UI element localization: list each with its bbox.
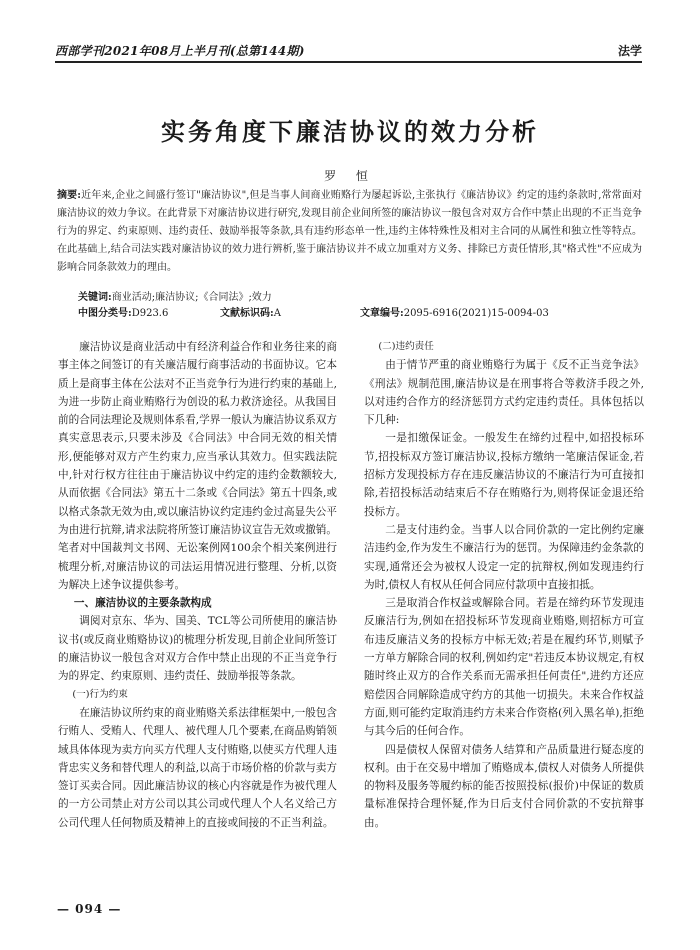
keywords-text: 商业活动;廉洁协议;《合同法》;效力 xyxy=(111,292,272,303)
paragraph: 由于情节严重的商业贿赂行为属于《反不正当竞争法》《刑法》规制范围,廉洁协议是在刑事将合等救济手段之外,以对违约合作方的经济惩罚方式约定违约责任。具体包括以下几种: xyxy=(364,359,644,427)
paragraph: 四是债权人保留对债务人结算和产品质量进行疑态度的权利。由于在交易中增加了贿赂成本,债权人对债务人所提供的物料及服务等履约标的能否按照投标(报价)中保证的数质量标准保持合理怀疑,作为日后支付合同价款的不安抗辩事由。 xyxy=(364,743,644,829)
paragraph: 一是扣缴保证金。一般发生在缔约过程中,如招投标环节,招投标双方签订廉洁协议,投标方缴纳一笔廉洁保证金,若招标方发现投标方存在违反廉洁协议的不廉洁行为可直接扣除,若招投标活动结束后不存在贿赂行为,则将保证金退还给投标方。 xyxy=(364,432,644,518)
abstract-label: 摘要: xyxy=(57,190,82,201)
paragraph: 廉洁协议是商业活动中有经济利益合作和业务往来的商事主体之间签订的有关廉洁履行商事活动的书面协议。它本质上是商事主体在公法对不正当竞争行为进行约束的基础上,为进一步防止商业贿赂行为创设的私力救济途径。从我国目前的合同法理论及规则体系看,学界一般认为廉洁协议系双方真实意思表示,只要未涉及《合同法》中合同无效的相关情形,便能够对双方产生约束力,应当承认其效力。但实践法院中,针对行权方往往由于廉洁协议中约定的违约金数额较大,从而依据《合同法》第五十二条或《合同法》第五十四条,或以格式条款无效为由,或以廉洁协议约定违约金过高显失公平为由进行抗辩,请求法院将所签订廉洁协议宣告无效或撤销。笔者对中国裁判文书网、无讼案例网100余个相关案例进行梳理分析,对廉洁协议的司法运用情况进行整理、分析,以资为解决上述争议提供参考。 xyxy=(58,341,337,591)
doc-code-label: 文献标识码: xyxy=(220,308,274,319)
keywords-label: 关键词: xyxy=(78,292,112,303)
subsection-heading: (二)违约责任 xyxy=(378,341,434,352)
journal-header: 西部学刊2021年08月上半月刊(总第144期) xyxy=(55,44,305,58)
abstract xyxy=(57,187,642,277)
doc-code: A xyxy=(273,308,281,319)
page-header xyxy=(55,40,642,62)
subsection-heading: (一)行为约束 xyxy=(72,688,128,700)
section-label: 法学 xyxy=(617,44,642,58)
right-column xyxy=(364,338,644,832)
article-number: 2095-6916(2021)15-0094-03 xyxy=(403,308,549,319)
paragraph: 调阅对京东、华为、国美、TCL等公司所使用的廉洁协议书(或反商业贿赂协议)的梳理分析发现,目前企业间所签订的廉洁协议一般包含对双方合作中禁止出现的不正当竞争行为的界定、约束原则、违约责任、鼓励举报等条款。 xyxy=(58,615,337,683)
header-rule xyxy=(55,61,642,63)
paragraph: 三是取消合作权益或解除合同。若是在缔约环节发现违反廉洁行为,例如在招投标环节发现商业贿赂,则招标方可宣布违反廉洁义务的投标方中标无效;若是在履约环节,则赋予一方单方解除合同的权利,例如约定"若违反本协议规定,有权随时终止双方的合作关系而无需承担任何责任",进约方还应赔偿因合同解除造成守约方的其他一切损失。未来合作权益方面,则可能约定取消违约方未来合作资格(列入黑名单),拒绝与其今后的任何合作。 xyxy=(364,597,644,738)
page-number: — 094 — xyxy=(57,902,122,916)
article-title: 实务角度下廉洁协议的效力分析 xyxy=(161,117,539,146)
article-number-label: 文章编号: xyxy=(360,308,404,319)
abstract-text: 近年来,企业之间盛行签订"廉洁协议",但是当事人间商业贿赂行为屡起诉讼,主张执行《廉洁协议》约定的违约条款时,常常面对廉洁协议的效力争议。在此背景下对廉洁协议进行研究,发现目前企业间所签的廉洁协议一般包含对双方合作中禁止出现的不正当竞争行为的界定、约束原则、违约责任、鼓励举报等条款,具有违约形态单一性,违约主体特殊性及相对主合同的从属性和独立性等特点。在此基础上,结合司法实践对廉洁协议的效力进行辨析,鉴于廉洁协议并不成立加重对方义务、排除已方责任情形,其"格式性"不应成为影响合同条款效力的理由。 xyxy=(57,190,642,273)
section-heading: 一、廉洁协议的主要条款构成 xyxy=(73,597,212,610)
clc-code: D923.6 xyxy=(131,308,169,319)
left-column xyxy=(58,338,337,832)
article-author: 罗 恒 xyxy=(324,169,376,183)
paragraph: 在廉洁协议所约束的商业贿赂关系法律框架中,一般包含行贿人、受贿人、代理人、被代理人几个要素,在商品购销领域具体体现为卖方向买方代理人支付贿赂,以使买方代理人违背忠实义务和替代理人的利益,以高于市场价格的价款与卖方签订买卖合同。因此廉洁协议的核心内容就是作为被代理人的一方公司禁止对方公司以其公司或代理人个人名义给己方公司代理人任何物质及精神上的直接或间接的不正当利益。 xyxy=(58,706,337,829)
paragraph: 二是支付违约金。当事人以合同价款的一定比例约定廉洁违约金,作为发生不廉洁行为的惩罚。为保障违约金条款的实现,通常还会为被权人设定一定的抗辩权,例如发现违约行为时,债权人有权从任何合同应付款项中直接扣抵。 xyxy=(364,523,644,591)
classification-line xyxy=(78,305,642,323)
clc-label: 中图分类号: xyxy=(78,308,132,319)
